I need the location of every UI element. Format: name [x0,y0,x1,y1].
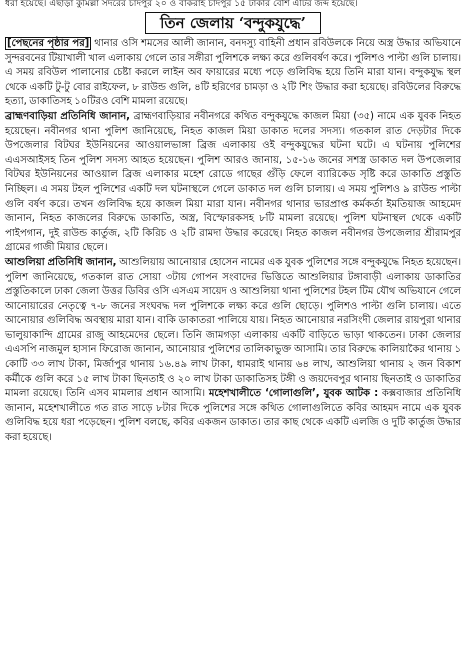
paragraph-brahmanbaria [5,110,461,256]
article-headline: তিন জেলায় ‘বন্দুকযুদ্ধে’ [145,12,321,34]
paragraph-bagerhat [5,37,461,110]
paragraph-text: আশুলিয়ায় আনোয়ার হোসেন নামের এক যুবক পুলিশের সঙ্গে বন্দুকযুদ্ধে নিহত হয়েছেন। পুলিশ জানিয়েছে, গতকাল রাত সোয়া ৩টায় গোপন সংবাদের ভিত্তিতে আশুলিয়ার টঙ্গাবাড়ী এলাকায় ডাকাতির প্রস্তুতিকালে ঢাকা জেলা উত্তর ডিবির ওসি এসএম সায়েদ ও আশুলিয়া থানা পুলিশের টহল টিম যৌথ অভিযানে গেলে আনোয়ারের নেতৃত্বে ৭-৮ জনের সংঘবদ্ধ দল পুলিশকে লক্ষ্য করে গুলি ছোড়ে। পুলিশও পাল্টা গুলি চালায়। এতে আনোয়ার গুলিবিদ্ধ অবস্থায় মারা যান। বাকি ডাকাতরা পালিয়ে যায়। নিহত আনোয়ার নরসিংদী জেলার রায়পুরা থানার ভালুয়াকান্দি গ্রামের রাজু আহমেদের ছেলে। তিনি জামগড়া এলাকায় একটি বাড়িতে ভাড়া থাকতেন। ঢাকা জেলার এএসপি নাজমুল হাসান ফিরোজ জানান, আনোয়ার পুলিশের তালিকাভুক্ত আসামি। তার বিরুদ্ধে কালিয়াকৈর থানায় ১ কোটি ৩৩ লাখ টাকা, মির্জাপুর থানায় ১৬.৪৯ লাখ টাকা, ধামরাই থানায় ৬৪ লাখ, আশুলিয়া থানায় ২ জন বিকাশ কর্মীকে গুলি করে ১৫ লাখ টাকা ছিনতাই ও ২০ লাখ টাকা ডাকাতিসহ টঙ্গী ও জয়দেবপুর থানায় ছিনতাই ও ডাকাতির মামলা রয়েছে। তিনি এসব মামলার প্রধান আসামি। [5,256,461,400]
subheading-maheshkhali: মহেশখালীতে ‘গোলাগুলি’, যুবক আটক : [208,388,379,400]
byline-brahmanbaria: ব্রাহ্মণবাড়িয়া প্রতিনিধি জানান, [5,110,130,122]
paragraph-text: কক্সবাজার প্রতিনিধি জানান, মহেশখালীতে গত রাত সাড়ে ৮টার দিকে পুলিশের সঙ্গে কথিত গোলাগুলিতে কবির আহমদ নামে এক যুবক গুলিবিদ্ধ হয়ে ধরা পড়েছেন। পুলিশ বলছে, কবির একজন ডাকাত। তার কাছ থেকে একটি এলজি ও দুটি কার্তুজ উদ্ধার করা হয়েছে। [5,388,461,444]
paragraph-text: থানার ওসি শমসের আলী জানান, বনদস্যু বাহিনী প্রধান রবিউলকে নিয়ে অস্ত্র উদ্ধার অভিযানে সুন্দরবনের টিয়াখালী খাল এলাকায় গেলে তার সঙ্গীরা পুলিশকে লক্ষ্য করে গুলিবর্ষণ করে। পুলিশও পাল্টা গুলি চালায়। এ সময় রবিউল পালানোর চেষ্টা করলে লাইন অব ফায়ারের মধ্যে পড়ে গুলিবিদ্ধ হয়ে তিনি মারা যান। বন্দুকযুদ্ধ স্থল থেকে একটি টু-টু বোর রাইফেল, ৮ রাউন্ড গুলি, ৪টি হরিণের চামড়া ও ২টি শিং উদ্ধার করা হয়েছে। রবিউলের বিরুদ্ধে হত্যা, ডাকাতিসহ ১০টিরও বেশি মামলা রয়েছে। [5,38,461,108]
headline-container [5,12,461,34]
byline-ashulia: আশুলিয়া প্রতিনিধি জানান, [5,256,117,268]
paragraph-text: ব্রাহ্মণবাড়িয়ার নবীনগরে কথিত বন্দুকযুদ্ধে কাজল মিয়া (৩৫) নামে এক যুবক নিহত হয়েছেন। নবীনগর থানা পুলিশ জানিয়েছে, নিহত কাজল মিয়া ডাকাত দলের সদস্য। গতকাল রাত দেড়টার দিকে উপজেলার বিটঘর ইউনিয়নের আওয়ালভাঙ্গা ব্রিজ এলাকায় ওই বন্দুকযুদ্ধের ঘটনা ঘটে। এ ঘটনায় পুলিশের এএসআইসহ তিন পুলিশ সদস্য আহত হয়েছেন। পুলিশ আরও জানায়, ১৫-১৬ জনের সশস্ত্র ডাকাত দল উপজেলার বিটঘর ইউনিয়নের আওয়াল ব্রিজ এলাকার মহেশ রোডে গাছের গুঁড়ি ফেলে ব্যারিকেড সৃষ্টি করে ডাকাতি প্রস্তুতি নিচ্ছিল। এ সময় টহল পুলিশের একটি দল ঘটনাস্থলে গেলে ডাকাত দল গুলি চালায়। এ সময় পুলিশও ৯ রাউন্ড পাল্টা গুলি বর্ষণ করে। তখন গুলিবিদ্ধ হয়ে কাজল মিয়া মারা যান। নবীনগর থানার ভারপ্রাপ্ত কর্মকর্তা ইমতিয়াজ আহমেদ জানান, নিহত কাজলের বিরুদ্ধে ডাকাতি, অস্ত্র, বিস্ফোরকসহ ৮টি মামলা রয়েছে। পুলিশ ঘটনাস্থল থেকে একটি পাইপগান, দুই রাউন্ড কার্তুজ, ২টি কিরিচ ও ২টি রামদা উদ্ধার করেছে। নিহত কাজল নবীনগর উপজেলার শ্রীরামপুর গ্রামের গাজী মিয়ার ছেলে। [5,110,461,254]
article-body [5,37,461,446]
continuation-marker: [পেছনের পৃষ্ঠার পর] [7,38,90,49]
cut-off-previous-line: ধরা হয়েছে। এছাড়া কুমিল্লা সদরের চাঁদপুর ২০ ও বাকরাহ চাঁদপুর ১৫ টাকার বেশি এটির জব্দ হয়েছে। [5,0,358,8]
paragraph-ashulia [5,256,461,446]
